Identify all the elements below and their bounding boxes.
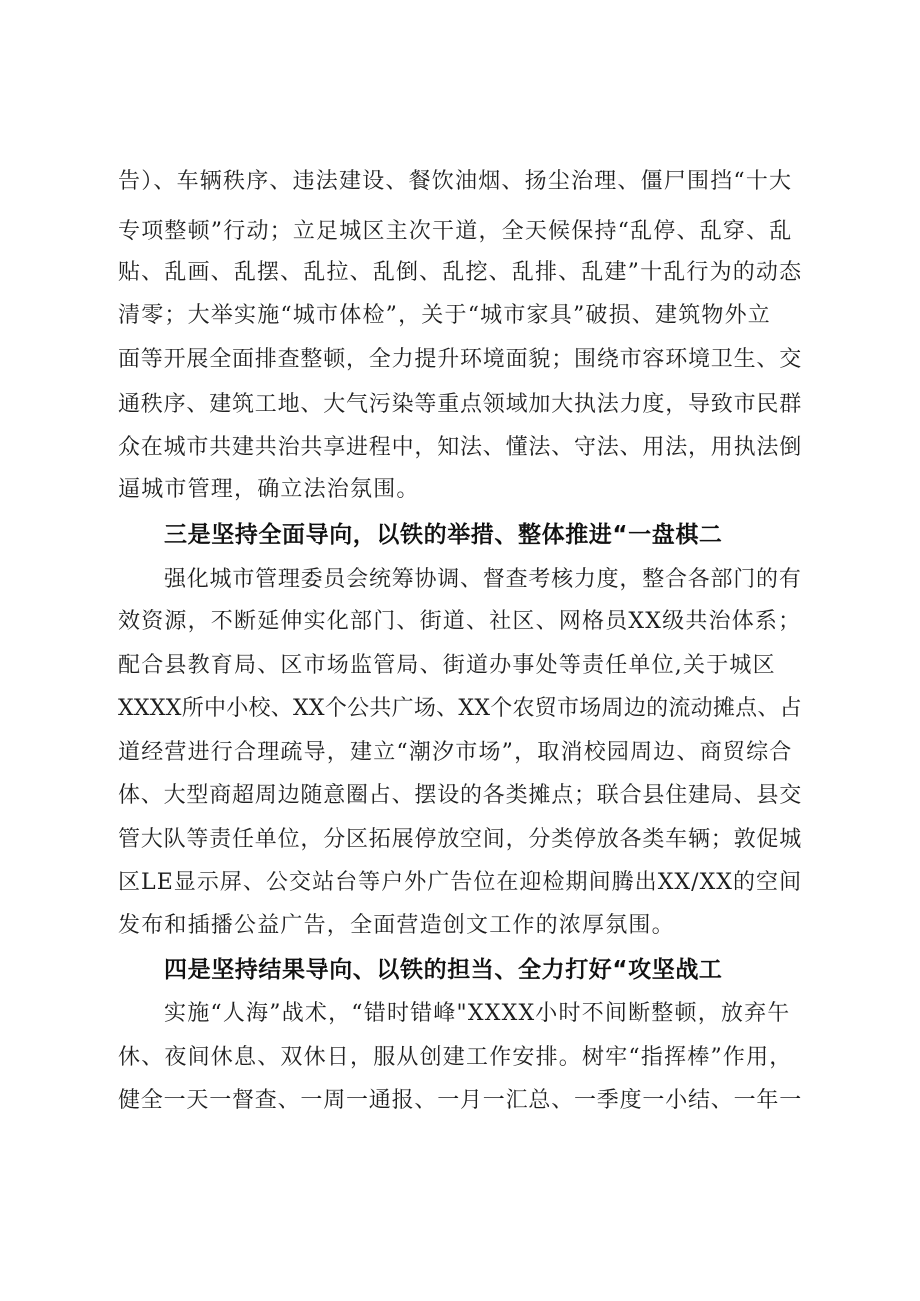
paragraph-1-line-2: 专项整顿”行动；立足城区主次干道，全天候保持“乱停、乱穿、乱: [118, 219, 793, 244]
section-heading-4: 四是坚持结果导向、以铁的担当、全力打好“攻坚战工: [164, 957, 723, 983]
paragraph-1-line-4: 清零；大举实施“城市体检”，关于“城市家具”破损、建筑物外立: [118, 303, 771, 328]
paragraph-3-line-2: 休、夜间休息、双休日，服从创建工作安排。树牢“指挥棒”作用，: [118, 1045, 793, 1070]
section-heading-3: 三是坚持全面导向，以铁的举措、整体推进“一盘棋二: [164, 522, 723, 548]
paragraph-2-line-9: 发布和插播公益广告，全面营造创文工作的浓厚氛围。: [118, 913, 675, 938]
paragraph-3-line-1: 实施“人海”战术，“错时错峰"XXXX小时不间断整顿，放弃午: [164, 1001, 791, 1026]
paragraph-1-line-7: 众在城市共建共治共享进程中，知法、懂法、守法、用法，用执法倒: [118, 435, 803, 460]
paragraph-2-line-6: 体、大型商超周边随意圈占、摆设的各类摊点；联合县住建局、县交: [118, 783, 803, 808]
paragraph-1-line-6: 通秩序、建筑工地、大气污染等重点领域加大执法力度，导致市民群: [118, 392, 803, 417]
paragraph-2-line-3: 配合县教育局、区市场监管局、街道办事处等责任单位,关于城区: [118, 653, 776, 678]
paragraph-2-line-5: 道经营进行合理疏导，建立“潮汐市场”，取消校园周边、商贸综合: [118, 740, 793, 765]
paragraph-2-line-1: 强化城市管理委员会统筹协调、督查考核力度，整合各部门的有: [164, 567, 802, 592]
paragraph-1-line-3: 贴、乱画、乱摆、乱拉、乱倒、乱挖、乱排、乱建”十乱行为的动态: [118, 260, 803, 285]
paragraph-2-line-4: XXXX所中小校、XX个公共广场、XX个农贸市场周边的流动摊点、占: [118, 696, 802, 721]
paragraph-2-line-8: 区LE显示屏、公交站台等户外广告位在迎检期间腾出XX/XX的空间: [118, 870, 803, 895]
paragraph-2-line-7: 管大队等责任单位，分区拓展停放空间，分类停放各类车辆；敦促城: [118, 827, 803, 852]
paragraph-1-line-8: 逼城市管理，确立法治氛围。: [118, 477, 420, 502]
paragraph-1-line-5: 面等开展全面排查整顿，全力提升环境面貌；围绕市容环境卫生、交: [118, 347, 803, 372]
paragraph-3-line-3: 健全一天一督查、一周一通报、一月一汇总、一季度一小结、一年一: [118, 1088, 803, 1113]
paragraph-2-line-2: 效资源，不断延伸实化部门、街道、社区、网格员XX级共治体系；: [118, 609, 802, 634]
paragraph-1-line-1: 告）、车辆秩序、违法建设、餐饮油烟、扬尘治理、僵尸围挡“十大: [118, 169, 793, 194]
